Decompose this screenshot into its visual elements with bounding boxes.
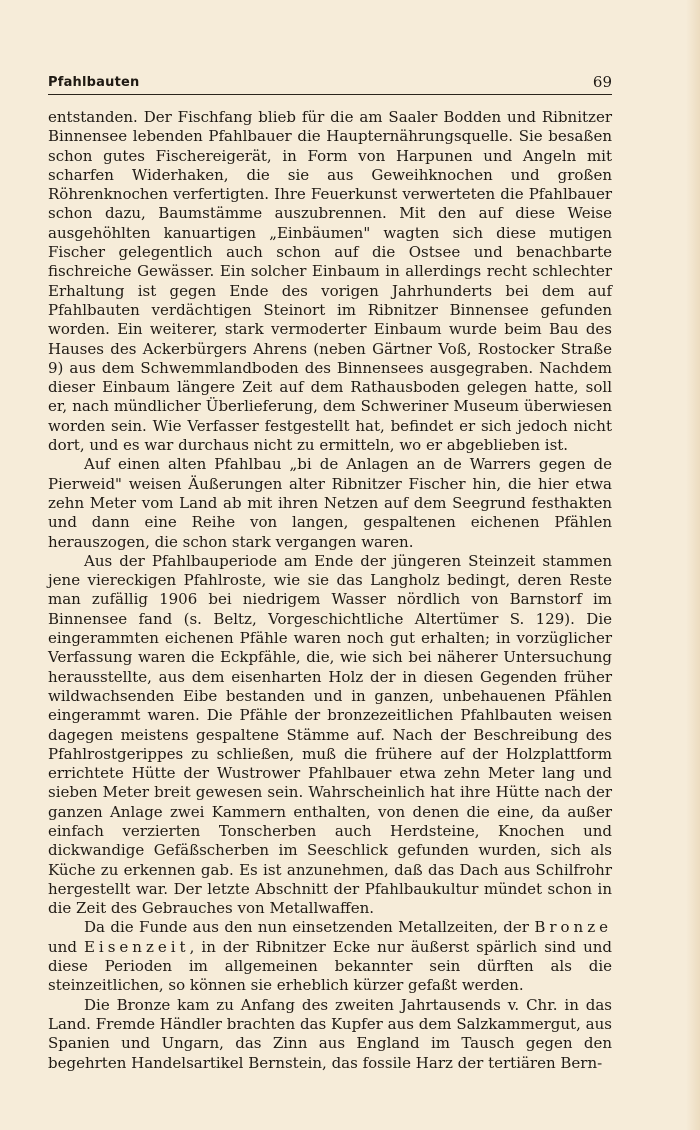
paragraph-3: Aus der Pfahlbauperiode am Ende der jüngeren Steinzeit stammen jene viereckigen Pfahlroste, wie sie das Langholz bedingt, deren Reste man zufällig 1906 bei niedrigem Wasser nördlich von Barnstorf im Binnensee fand (s. Beltz, Vorgeschichtliche Altertümer S. 129). Die eingerammten eichenen Pfähle waren noch gut erhalten; in vorzüglicher Verfassung waren die Eckpfähle, die, wie sich bei näherer Untersuchung herausstellte, aus dem eisenharten Holz der in diesen Gegenden früher wildwachsenden Eibe bestanden und in ganzen, unbehauenen Pfählen eingerammt waren. Die Pfähle der bronzezeitlichen Pfahlbauten weisen dagegen meistens gespaltene Stämme auf. Nach der Beschreibung des Pfahlrostgerippes zu schließen, muß die frühere auf der Holzplattform errichtete Hütte der Wustrower Pfahlbauer etwa zehn Meter lang und sieben Meter breit gewesen sein. Wahrscheinlich hat ihre Hütte nach der ganzen Anlage zwei Kammern enthalten, von denen die eine, da außer einfach verzierten Tonscherben auch Herdsteine, Knochen und dickwandige Gefäßscherben im Seeschlick gefunden wurden, sich als Küche zu erkennen gab. Es ist anzunehmen, daß das Dach aus Schilfrohr hergestellt war. Der letzte Abschnitt der Pfahlbaukultur mündet schon in die Zeit des Gebrauches von Metallwaffen. — [48, 551, 612, 918]
term-eisenzeit: Eisenzeit — [83, 937, 190, 956]
paragraph-4-rest: , in der Ribnitzer Ecke nur äußerst spärlich sind und diese Perioden im allgemeinen bekannter sein dürften als die steinzeitlichen, so können sie erheblich kürzer gefaßt werden. — [48, 937, 612, 995]
running-title: Pfahlbauten — [48, 75, 140, 90]
running-header — [48, 70, 612, 95]
paragraph-4-lead: Da die Funde aus den nun einsetzenden Metallzeiten, der — [84, 918, 535, 937]
paragraph-4-connector: und — [48, 937, 84, 956]
body-text — [48, 108, 612, 1073]
term-bronze: Bronze — [534, 918, 612, 937]
paragraph-1: entstanden. Der Fischfang blieb für die am Saaler Bodden und Ribnitzer Binnensee lebenden Pfahlbauer die Haupternährungsquelle. Sie besaßen schon gutes Fischereigerät, in Form von Harpunen und Angeln mit scharfen Widerhaken, die sie aus Geweihknochen und großen Röhrenknochen verfertigten. Ihre Feuerkunst verwerteten die Pfahlbauer schon dazu, Baumstämme auszubrennen. Mit den auf diese Weise ausgehöhlten kanuartigen „Einbäumen" wagten sich diese mutigen Fischer gelegentlich auch schon auf die Ostsee und benachbarte fischreiche Gewässer. Ein solcher Einbaum in allerdings recht schlechter Erhaltung ist gegen Ende des vorigen Jahrhunderts bei dem auf Pfahlbauten verdächtigen Steinort im Ribnitzer Binnensee gefunden worden. Ein weiterer, stark vermoderter Einbaum wurde beim Bau des Hauses des Ackerbürgers Ahrens (neben Gärtner Voß, Rostocker Straße 9) aus dem Schwemmlandboden des Binnensees ausgegraben. Nachdem dieser Einbaum längere Zeit auf dem Rathausboden gelegen hatte, soll er, nach mündlicher Überlieferung, dem Schweriner Museum überwiesen worden sein. Wie Verfasser festgestellt hat, befindet er sich jedoch nicht dort, und es war durchaus nicht zu ermitteln, wo er abgeblieben ist. — [48, 108, 612, 455]
paragraph-5: Die Bronze kam zu Anfang des zweiten Jahrtausends v. Chr. in das Land. Fremde Händler brachten das Kupfer aus dem Salzkammergut, aus Spanien und Ungarn, das Zinn aus England im Tausch gegen den begehrten Handelsartikel Bernstein, das fossile Harz der tertiären Bern- — [48, 995, 612, 1072]
page-number: 69 — [592, 73, 612, 91]
page-edge-shadow — [686, 0, 700, 1130]
paragraph-4 — [48, 918, 612, 995]
paragraph-2: Auf einen alten Pfahlbau „bi de Anlagen an de Warrers gegen de Pierweid" weisen Äußerungen alter Ribnitzer Fischer hin, die hier etwa zehn Meter vom Land ab mit ihren Netzen auf dem Seegrund festhakten und dann eine Reihe von langen, gespaltenen eichenen Pfählen herauszogen, die schon stark vergangen waren. — [48, 455, 612, 551]
